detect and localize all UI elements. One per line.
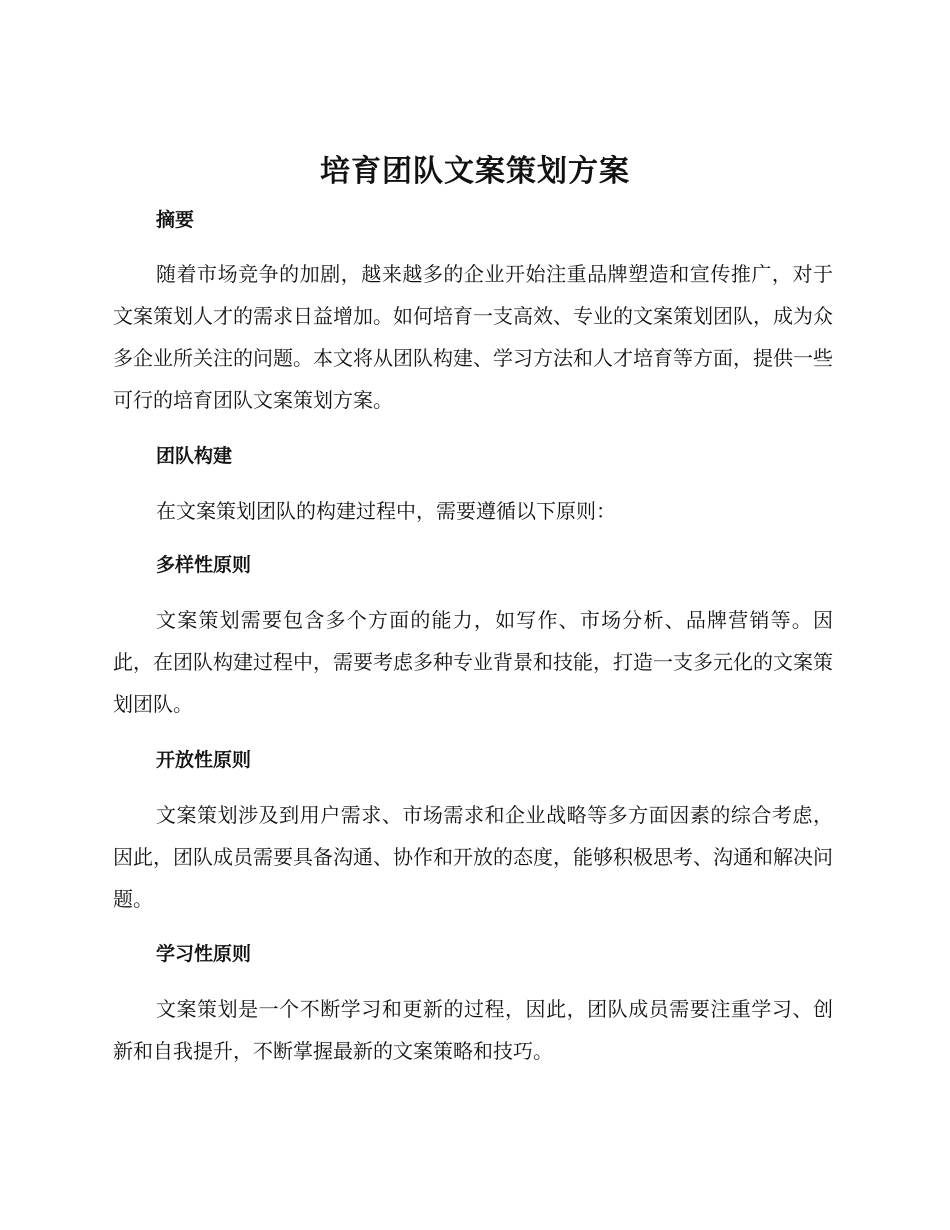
section-heading-diversity: 多样性原则 [156, 554, 252, 576]
section-heading-learning: 学习性原则 [156, 943, 252, 965]
section-heading-team-building: 团队构建 [156, 445, 233, 467]
document-title: 培育团队文案策划方案 [320, 154, 630, 189]
paragraph-diversity: 文案策划需要包含多个方面的能力，如写作、市场分析、品牌营销等。因此，在团队构建过程中，需要考虑多种专业背景和技能，打造一支多元化的文案策划团队。 [113, 608, 833, 716]
paragraph-learning: 文案策划是一个不断学习和更新的过程，因此，团队成员需要注重学习、创新和自我提升，不断掌握最新的文案策略和技巧。 [113, 997, 833, 1063]
paragraph-openness: 文案策划涉及到用户需求、市场需求和企业战略等多方面因素的综合考虑，因此，团队成员需要具备沟通、协作和开放的态度，能够积极思考、沟通和解决问题。 [113, 803, 833, 911]
paragraph-team-building: 在文案策划团队的构建过程中，需要遵循以下原则： [156, 499, 616, 523]
section-heading-openness: 开放性原则 [156, 749, 252, 771]
section-heading-abstract: 摘要 [156, 209, 195, 231]
paragraph-abstract: 随着市场竞争的加剧，越来越多的企业开始注重品牌塑造和宣传推广，对于文案策划人才的需求日益增加。如何培育一支高效、专业的文案策划团队，成为众多企业所关注的问题。本文将从团队构建、学习方法和人才培育等方面，提供一些可行的培育团队文案策划方案。 [113, 262, 833, 412]
